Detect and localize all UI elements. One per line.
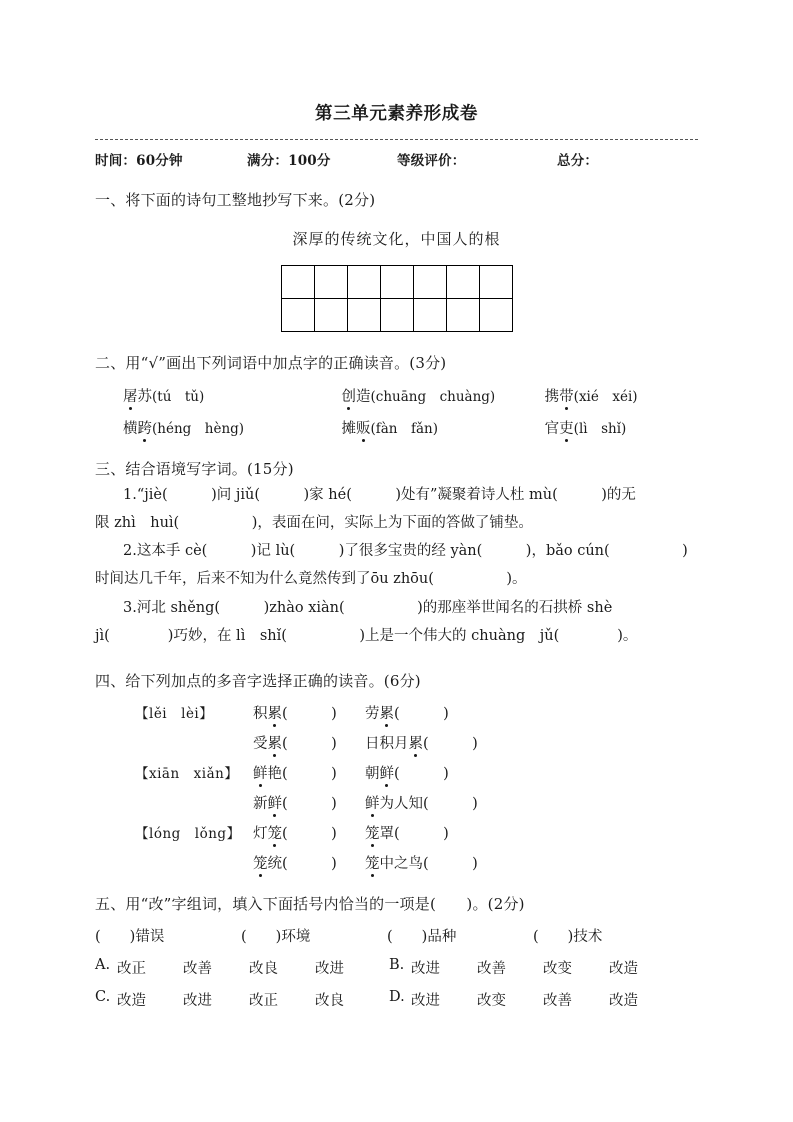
pinyin-choices[interactable]: (fàn fǎn) [370,421,439,437]
grid-cell[interactable] [413,265,446,298]
grid-cell[interactable] [446,298,479,331]
vocab-word [365,766,449,782]
grid-cell[interactable] [347,298,380,331]
dotted-character: 鲜 [365,792,380,813]
grid-cell[interactable] [446,265,479,298]
option-word[interactable]: 改进 [411,993,440,1010]
grid-cell[interactable] [281,265,314,298]
polyphone-bracket [135,852,253,873]
polyphone-bracket: 【xiān xiǎn】 [135,765,239,782]
polyphone-bracket: 【lóng lǒng】 [135,825,241,842]
dotted-character: 笼 [253,852,268,873]
word-suffix: 中之鸟 [379,855,423,872]
pinyin-choice-item[interactable] [123,385,342,406]
answer-blank[interactable]: ( ) [282,855,337,872]
vocab-word [253,826,337,842]
option-word[interactable]: 改进 [411,961,440,978]
grid-cell[interactable] [281,298,314,331]
polyphone-row [95,792,698,813]
vocab-word [253,766,337,782]
polyphone-item[interactable] [365,852,545,873]
option-label[interactable]: A. [95,957,111,974]
dotted-character: 贩 [356,417,371,438]
word-suffix: 造 [356,389,371,405]
polyphone-bracket: 【lěi lèi】 [135,705,214,722]
option-word[interactable]: 改善 [543,993,572,1010]
vocab-word [253,856,337,872]
dotted-character: 累 [380,702,395,723]
pinyin-choices[interactable]: (tú tǔ) [152,389,205,405]
vocab-word [545,389,638,405]
vocab-word [342,421,439,437]
pinyin-choices[interactable]: (héng hèng) [152,421,245,437]
option-word[interactable]: 改良 [249,961,278,978]
pinyin-choices[interactable]: (lì shǐ) [573,421,627,437]
question-5-heading: 五、用“改”字组词，填入下面括号内恰当的一项是( )。(2分) [95,894,525,913]
option-label[interactable]: C. [95,989,111,1006]
grid-cell[interactable] [314,265,347,298]
option-word[interactable]: 改造 [117,993,146,1010]
question-5-blank[interactable]: ( )技术 [533,929,603,946]
question-3-line[interactable]: 限 zhì huì( )，表面在问，实际上为下面的答做了铺垫。 [95,514,533,531]
dotted-character: 累 [409,732,424,753]
option-label[interactable]: B. [389,957,405,974]
question-5-blank[interactable]: ( )错误 [95,929,165,946]
word-prefix: 朝 [365,765,380,782]
polyphone-bracket [135,732,253,753]
grid-cell[interactable] [380,298,413,331]
answer-blank[interactable]: ( ) [394,825,449,842]
page-title: 第三单元素养形成卷 [315,104,478,124]
meta-total-score: 满分：100分 [247,153,331,169]
option-word[interactable]: 改善 [477,961,506,978]
word-suffix: 统 [267,855,282,872]
polyphone-row [95,822,698,843]
option-gap [381,989,389,1010]
option-word[interactable]: 改善 [183,961,212,978]
vocab-word [545,421,627,437]
pinyin-choices[interactable]: (chuāng chuàng) [370,389,496,405]
pinyin-choice-item[interactable] [342,417,545,438]
grid-cell[interactable] [380,265,413,298]
grid-row [281,298,512,331]
word-prefix: 横 [123,421,138,437]
word-suffix: 苏 [137,389,152,405]
question-5-blank[interactable]: ( )品种 [387,929,457,946]
dotted-character: 吏 [559,417,574,438]
word-prefix: 日积月 [365,735,409,752]
vocab-word [123,421,244,437]
question-2-body [95,385,698,438]
meta-time: 时间：60分钟 [95,153,183,169]
word-prefix: 摊 [341,421,356,437]
vocab-word [365,856,478,872]
dotted-character: 带 [559,385,574,406]
polyphone-item[interactable] [365,702,545,723]
word-prefix: 灯 [253,825,268,842]
option-word[interactable]: 改进 [183,993,212,1010]
polyphone-row [95,702,698,723]
grid-cell[interactable] [347,265,380,298]
pinyin-choice-row [95,385,698,406]
question-1-poem: 深厚的传统文化，中国人的根 [292,229,501,248]
vocab-word [365,826,449,842]
header-divider [95,139,698,140]
vocab-word [365,736,478,752]
pinyin-choice-item[interactable] [545,385,698,406]
exam-meta-row [95,149,698,169]
option-word[interactable]: 改变 [543,961,572,978]
polyphone-item[interactable] [253,732,365,753]
option-word[interactable]: 改造 [609,993,638,1010]
polyphone-item[interactable] [253,702,365,723]
question-5-blank-row [95,925,698,946]
polyphone-row [95,852,698,873]
dotted-character: 跨 [138,417,153,438]
option-row [95,989,698,1010]
answer-blank[interactable]: ( ) [423,855,478,872]
option-word[interactable]: 改造 [609,961,638,978]
dotted-character: 笼 [365,822,380,843]
meta-final-score: 总分： [557,153,599,169]
answer-blank[interactable]: ( ) [394,765,449,782]
vocab-word [123,389,204,405]
option-label[interactable]: D. [389,989,405,1006]
vocab-word [253,706,337,722]
answer-blank[interactable]: ( ) [394,705,449,722]
handwriting-grid[interactable] [281,265,513,332]
pinyin-choice-item[interactable] [342,385,545,406]
option-word[interactable]: 改正 [249,993,278,1010]
answer-blank[interactable]: ( ) [282,795,337,812]
question-5-options [95,957,698,1010]
question-3-heading: 三、结合语境写字词。(15分) [95,460,294,478]
question-2-heading: 二、用“√”画出下列词语中加点字的正确读音。(3分) [95,353,447,372]
question-3-line[interactable]: 3.河北 shěng( )zhào xiàn( )的那座举世闻名的石拱桥 shè [123,599,613,616]
grid-cell[interactable] [479,265,512,298]
pinyin-choice-item[interactable] [545,417,698,438]
vocab-word [253,796,337,812]
pinyin-choice-item[interactable] [123,417,342,438]
polyphone-item[interactable] [253,852,365,873]
question-1-heading: 一、将下面的诗句工整地抄写下来。(2分) [95,191,376,209]
question-5-blank[interactable]: ( )环境 [241,929,311,946]
word-suffix: 罩 [379,825,394,842]
dotted-character: 累 [268,732,283,753]
dotted-character: 鲜 [253,762,268,783]
question-1-grid-wrap [95,265,698,332]
question-4-body [95,702,698,873]
grid-cell[interactable] [479,298,512,331]
option-gap [381,957,389,978]
option-word[interactable]: 改良 [315,993,344,1010]
answer-blank[interactable]: ( ) [282,765,337,782]
word-prefix: 新 [253,795,268,812]
answer-blank[interactable]: ( ) [423,795,478,812]
question-3-line[interactable]: 时间达几千年，后来不知为什么竟然传到了ōu zhōu( )。 [95,571,527,588]
option-word[interactable]: 改正 [117,961,146,978]
polyphone-item[interactable] [365,732,545,753]
option-word[interactable]: 改进 [315,961,344,978]
dotted-character: 笼 [365,852,380,873]
pinyin-choice-row [95,417,698,438]
word-prefix: 官 [544,421,560,437]
polyphone-item[interactable] [253,762,365,783]
option-word[interactable]: 改变 [477,993,506,1010]
polyphone-item[interactable] [365,792,545,813]
word-suffix: 艳 [267,765,282,782]
answer-blank[interactable]: ( ) [423,735,478,752]
grid-cell[interactable] [314,298,347,331]
word-suffix: 为人知 [379,795,423,812]
polyphone-item[interactable] [253,822,365,843]
polyphone-item[interactable] [253,792,365,813]
polyphone-item[interactable] [365,762,545,783]
polyphone-row [95,762,698,783]
pinyin-choices[interactable]: (xié xéi) [573,389,638,405]
vocab-word [253,736,337,752]
dotted-character: 鲜 [380,762,395,783]
polyphone-row [95,732,698,753]
vocab-word [365,706,449,722]
answer-blank[interactable]: ( ) [282,705,337,722]
dotted-character: 创 [342,385,357,406]
vocab-word [342,389,496,405]
word-prefix: 积 [253,705,268,722]
word-prefix: 劳 [365,705,380,722]
dotted-character: 鲜 [268,792,283,813]
dotted-character: 笼 [268,822,283,843]
polyphone-item[interactable] [365,822,545,843]
question-3-body [95,481,698,651]
answer-blank[interactable]: ( ) [282,825,337,842]
grid-cell[interactable] [413,298,446,331]
vocab-word [365,796,478,812]
word-prefix: 受 [253,735,268,752]
polyphone-bracket [135,792,253,813]
answer-blank[interactable]: ( ) [282,735,337,752]
grid-row [281,265,512,298]
question-3-line[interactable]: 1.“jiè( )问 jiǔ( )家 hé( )处有”凝聚着诗人杜 mù( )的无 [123,486,636,503]
question-3-line[interactable]: jì( )巧妙，在 lì shǐ( )上是一个伟大的 chuàng jǔ( )。 [95,627,638,644]
question-4-heading: 四、给下列加点的多音字选择正确的读音。(6分) [95,672,421,691]
word-prefix: 携 [544,389,560,405]
dotted-character: 屠 [123,385,138,406]
question-3-line[interactable]: 2.这本手 cè( )记 lù( )了很多宝贵的经 yàn( )，bǎo cún( ) [123,543,688,560]
dotted-character: 累 [268,702,283,723]
meta-grade-rating: 等级评价： [397,153,466,169]
option-row [95,957,698,978]
